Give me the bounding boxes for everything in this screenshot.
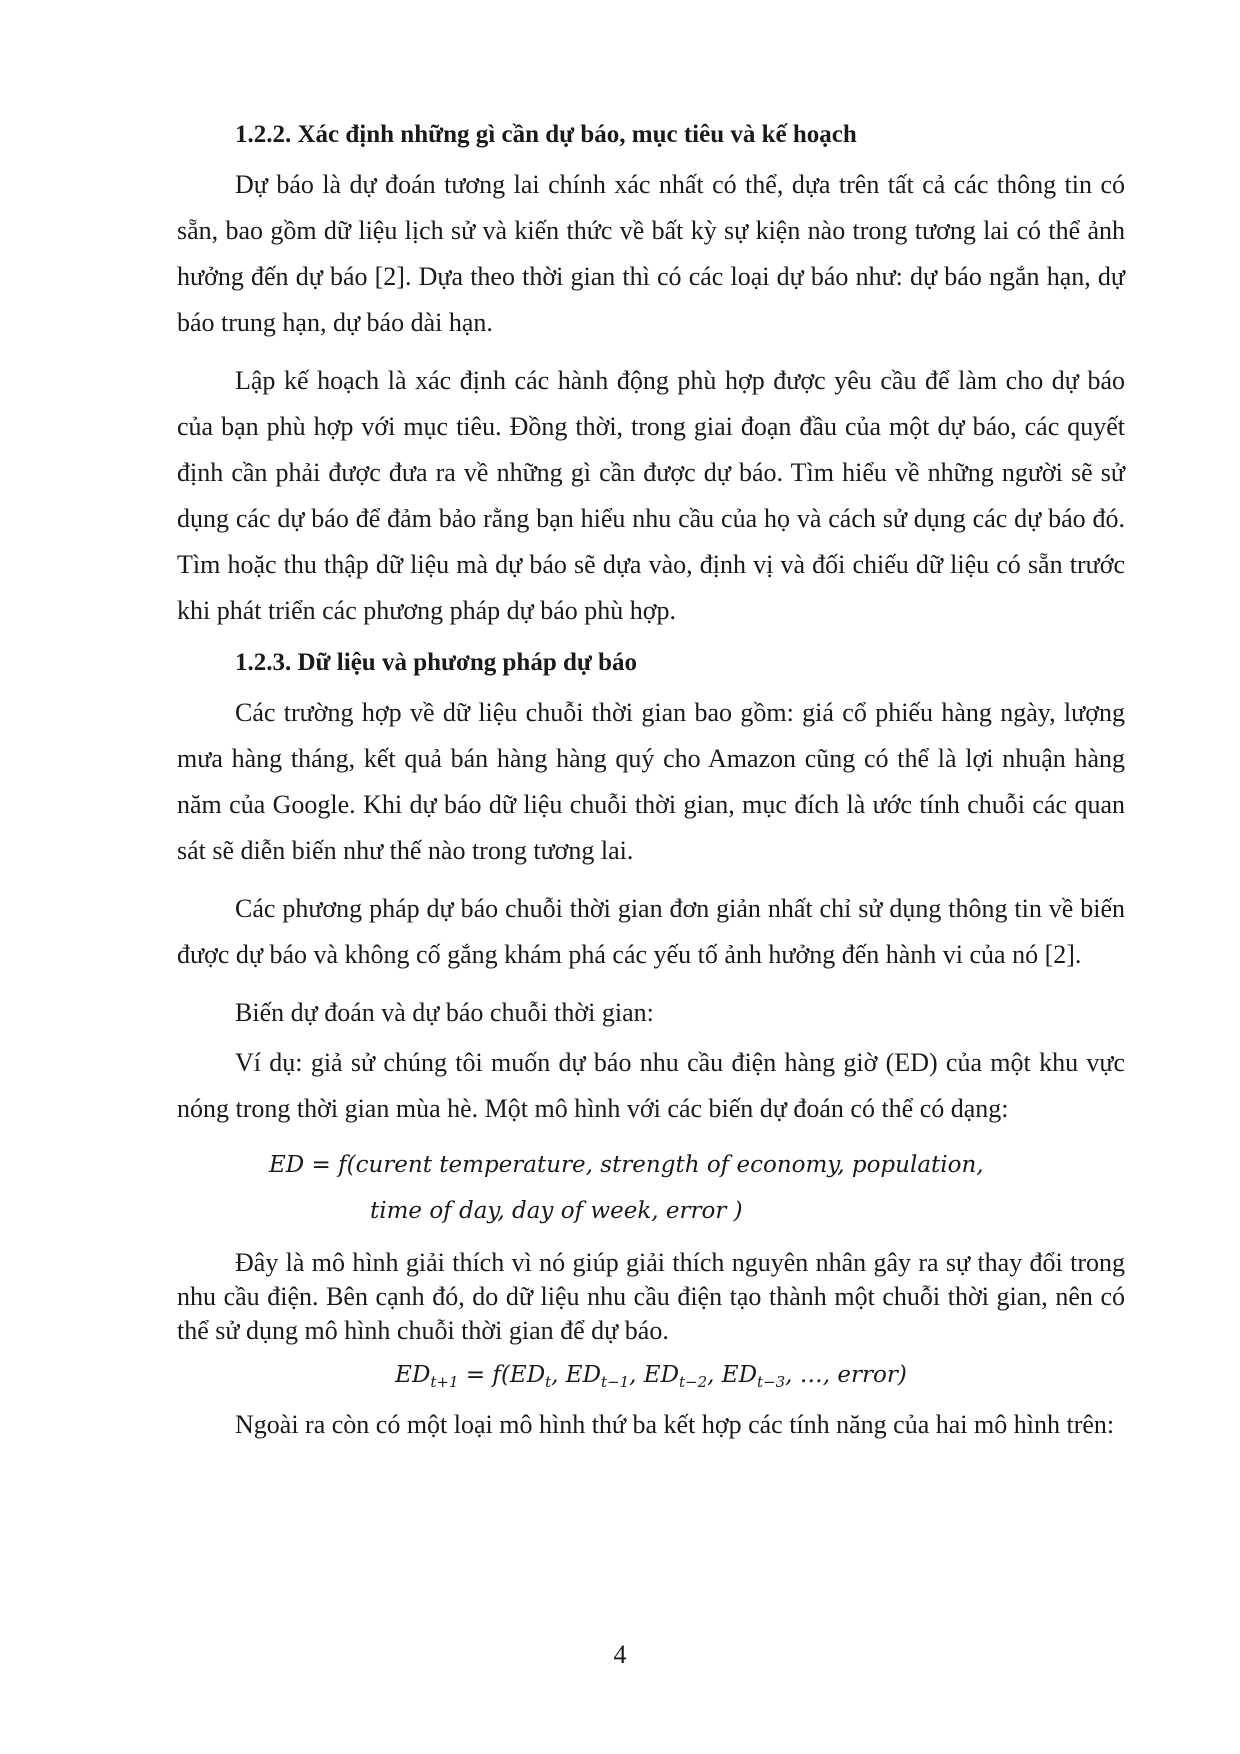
equation-explanatory-line-1: ED = f(curent temperature, strength of economy, population, — [269, 1152, 984, 1178]
section-heading-1-2-2: 1.2.2. Xác định những gì cần dự báo, mục tiêu và kế hoạch — [235, 121, 857, 148]
paragraph-example: Ví dụ: giả sử chúng tôi muốn dự báo nhu cầu điện hàng giờ (ED) của một khu vực nóng trong thời gian mùa hè. Một mô hình với các biến dự đoán có thể có dạng: — [177, 1048, 1125, 1123]
document-page — [177, 118, 1125, 1460]
paragraph-third-model: Ngoài ra còn có một loại mô hình thứ ba kết hợp các tính năng của hai mô hình trên: — [235, 1410, 1115, 1439]
paragraph-predictor-intro: Biến dự đoán và dự báo chuỗi thời gian: — [235, 998, 654, 1027]
paragraph-forecast-definition: Dự báo là dự đoán tương lai chính xác nhất có thể, dựa trên tất cả các thông tin có sẵn, bao gồm dữ liệu lịch sử và kiến thức về bất kỳ sự kiện nào trong tương lai có thể ảnh hưởng đến dự báo [2]. Dựa theo thời gian thì có các loại dự báo như: dự báo ngắn hạn, dự báo trung hạn, dự báo dài hạn. — [177, 170, 1125, 337]
equation-time-series-model: $ED_{t+1} = f(ED_t$, $ED_{t-1}$, $ED_{t-2}$, $ED_{t-3}$, …, error) — [395, 1362, 907, 1391]
paragraph-simple-methods: Các phương pháp dự báo chuỗi thời gian đơn giản nhất chỉ sử dụng thông tin về biến được dự báo và không cố gắng khám phá các yếu tố ảnh hưởng đến hành vi của nó [2]. — [177, 894, 1125, 969]
paragraph-explanatory-model: Đây là mô hình giải thích vì nó giúp giải thích nguyên nhân gây ra sự thay đổi trong nhu cầu điện. Bên cạnh đó, do dữ liệu nhu cầu điện tạo thành một chuỗi thời gian, nên có thể sử dụng mô hình chuỗi thời gian để dự báo. — [177, 1248, 1125, 1345]
paragraph-planning: Lập kế hoạch là xác định các hành động phù hợp được yêu cầu để làm cho dự báo của bạn phù hợp với mục tiêu. Đồng thời, trong giai đoạn đầu của một dự báo, các quyết định cần phải được đưa ra về những gì cần được dự báo. Tìm hiểu về những người sẽ sử dụng các dự báo để đảm bảo rằng bạn hiểu nhu cầu của họ và cách sử dụng các dự báo đó. Tìm hoặc thu thập dữ liệu mà dự báo sẽ dựa vào, định vị và đối chiếu dữ liệu có sẵn trước khi phát triển các phương pháp dự báo phù hợp. — [177, 366, 1125, 625]
section-heading-1-2-3: 1.2.3. Dữ liệu và phương pháp dự báo — [235, 649, 638, 676]
equation-explanatory-line-2: time of day, day of week, error ) — [370, 1198, 743, 1224]
page-number: 4 — [613, 1640, 627, 1669]
paragraph-time-series-examples: Các trường hợp về dữ liệu chuỗi thời gian bao gồm: giá cổ phiếu hàng ngày, lượng mưa hàng tháng, kết quả bán hàng hàng quý cho Amazon cũng có thể là lợi nhuận hàng năm của Google. Khi dự báo dữ liệu chuỗi thời gian, mục đích là ước tính chuỗi các quan sát sẽ diễn biến như thế nào trong tương lai. — [177, 698, 1125, 865]
